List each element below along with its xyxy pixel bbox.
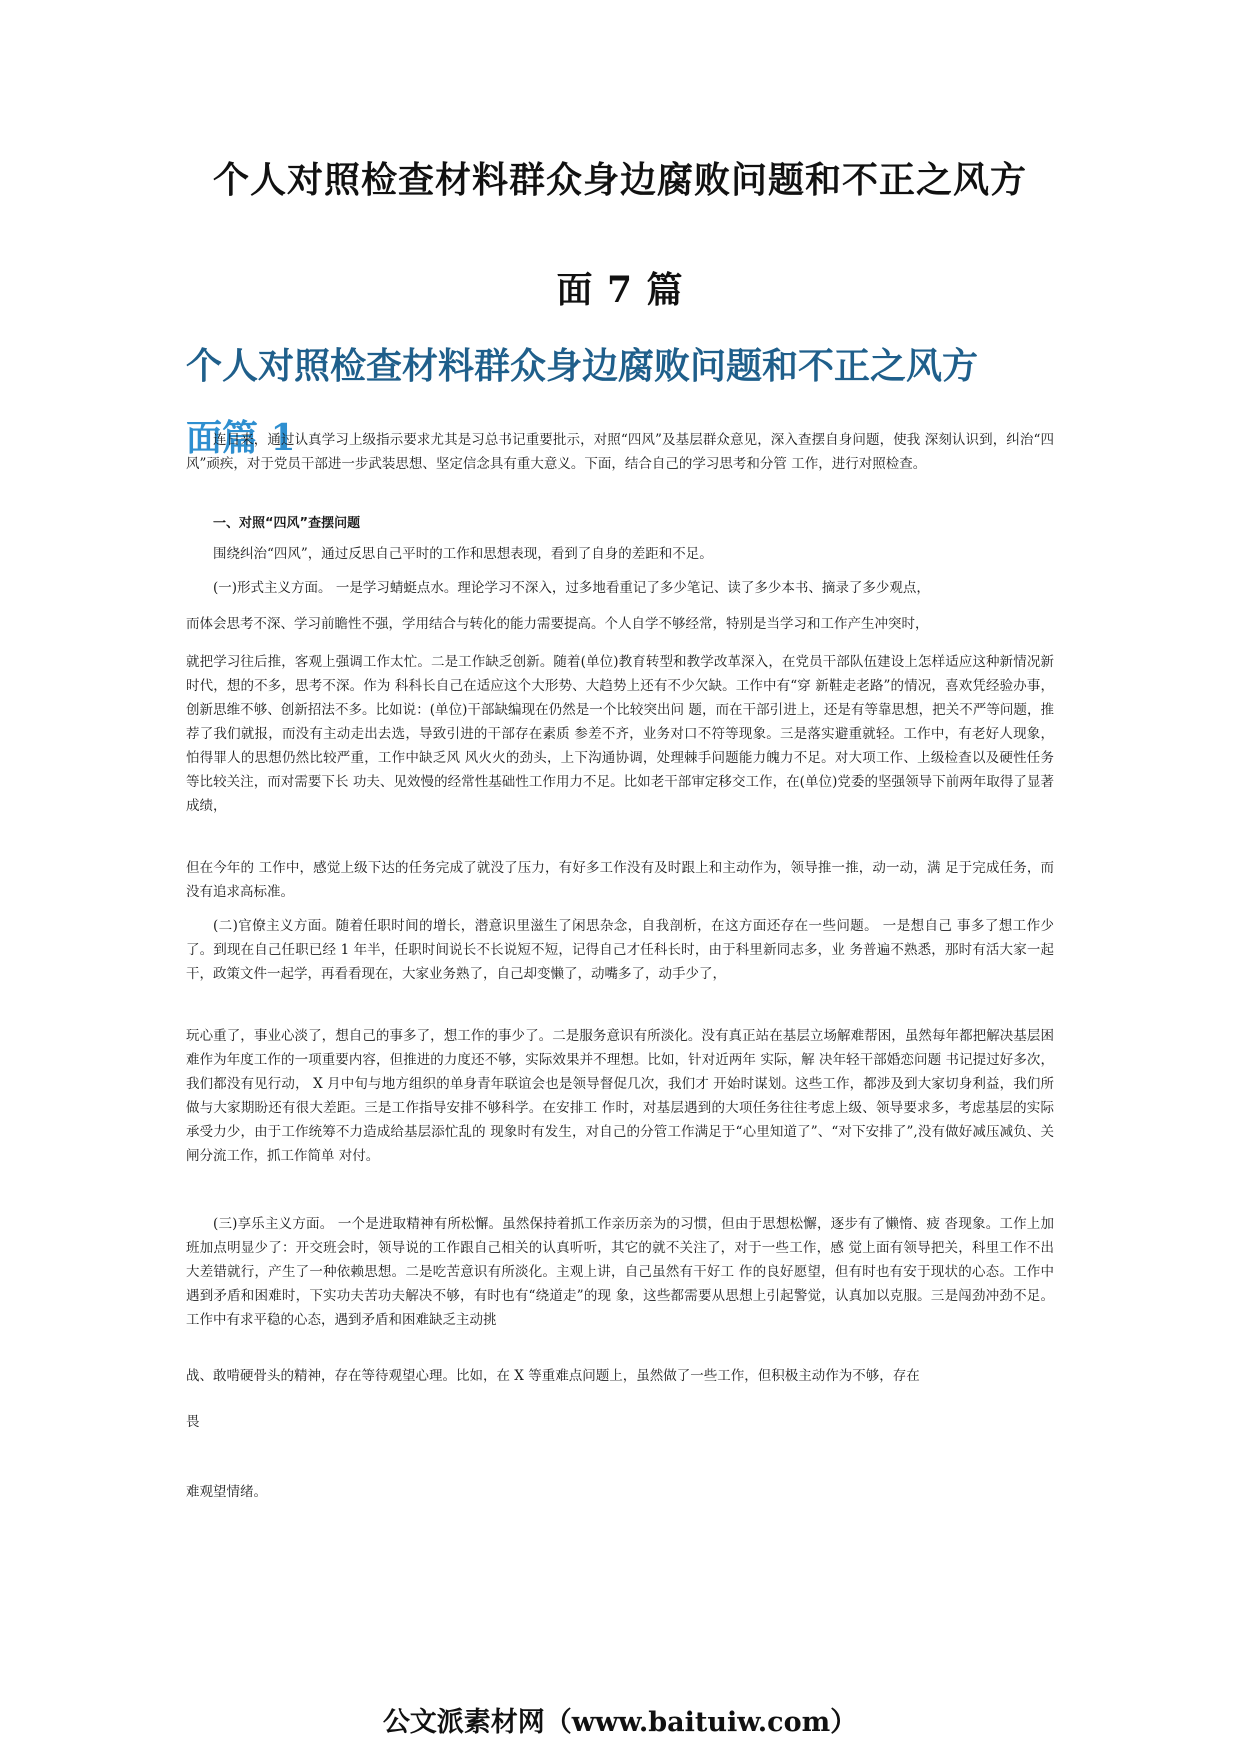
paragraph-2-block: (二)官僚主义方面。随着任职时间的增长，潜意识里滋生了闲思杂念，自我剖析，在这方面还存在一些问题。 一是想自己 事多了想工作少了。到现在自己任职已经 1 年半，任职时间说长不长说短不短，记得自己才任科长时，由于科里新同志多，业 务普遍不熟悉，那时有活大家一起干，政策文件一起学，再看看现在，大家业务熟了，自己却变懒了，动嘴多了，动手少了， <box>186 918 1054 982</box>
paragraph-3-line-2: 战、敢啃硬骨头的精神，存在等待观望心理。比如，在 X 等重难点问题上，虽然做了一些工作，但积极主动作为不够，存在 <box>186 1368 920 1384</box>
paragraph-1-block: 就把学习往后推，客观上强调工作太忙。二是工作缺乏创新。随着(单位)教育转型和教学改革深入，在党员干部队伍建设上怎样适应这种新情况新时代，想的不多，思考不深。作为 科科长自己在适应这个大形势、大趋势上还有不少欠缺。工作中有“穿 新鞋走老路”的情况，喜欢凭经验办事，创新思维不够、创新招法不多。比如说：(单位)干部缺编现在仍然是一个比较突出问 题，而在干部引进上，还是有等靠思想，把关不严等问题，推荐了我们就报，而没有主动走出去选，导致引进的干部存在素质 参差不齐，业务对口不符等现象。三是落实避重就轻。工作中，有老好人现象，怕得罪人的思想仍然比较严重，工作中缺乏风 风火火的劲头，上下沟通协调，处理棘手问题能力魄力不足。对大项工作、上级检查以及硬性任务等比较关注，而对需要下长 功夫、见效慢的经常性基础性工作用力不足。比如老干部审定移交工作，在(单位)党委的坚强领导下前两年取得了显著成绩， <box>186 654 1054 814</box>
document-title-line-2: 面 7 篇 <box>556 269 684 311</box>
paragraph-1-line-1: (一)形式主义方面。 一是学习蜻蜓点水。理论学习不深入，过多地看重记了多少笔记、读了多少本书、摘录了多少观点， <box>213 580 930 596</box>
footer-watermark-text: 公文派素材网（www.baituiw.com） <box>382 1707 858 1738</box>
section-title-line-1: 个人对照检查材料群众身边腐败问题和不正之风方 <box>186 345 979 387</box>
intro-paragraph: 连日来，通过认真学习上级指示要求尤其是习总书记重要批示，对照“四风”及基层群众意见，深入查摆自身问题，使我 深刻认识到，纠治“四风”顽疾，对于党员干部进一步武装思想、坚定信念具有重大意义。下面，结合自己的学习思考和分管 工作，进行对照检查。 <box>186 432 1054 472</box>
paragraph-3-line-4: 难观望情绪。 <box>186 1484 267 1500</box>
paragraph-3-line-3: 畏 <box>186 1414 200 1430</box>
paragraph-3-block: (三)享乐主义方面。 一个是进取精神有所松懈。虽然保持着抓工作亲历亲为的习惯，但由于思想松懈，逐步有了懒惰、疲 沓现象。工作上加班加点明显少了：开交班会时，领导说的工作跟自己相关的认真听听，其它的就不关注了，对于一些工作，感 觉上面有领导把关，科里工作不出大差错就行，产生了一种依赖思想。二是吃苦意识有所淡化。主观上讲，自己虽然有干好工 作的良好愿望，但有时也有安于现状的心态。工作中遇到矛盾和困难时，下实功夫苦功夫解决不够，有时也有“绕道走”的现 象，这些都需要从思想上引起警觉，认真加以克服。三是闯劲冲劲不足。工作中有求平稳的心态，遇到矛盾和困难缺乏主动挑 <box>186 1216 1054 1328</box>
section-title-line-2: 面篇 1 <box>186 417 296 459</box>
paragraph-1-tail: 但在今年的 工作中，感觉上级下达的任务完成了就没了压力，有好多工作没有及时跟上和主动作为，领导推一推，动一动，满 足于完成任务，而没有追求高标准。 <box>186 860 1054 900</box>
section-lead-paragraph: 围绕纠治“四风”，通过反思自己平时的工作和思想表现，看到了自身的差距和不足。 <box>213 546 713 562</box>
paragraph-2-tail: 玩心重了，事业心淡了，想自己的事多了，想工作的事少了。二是服务意识有所淡化。没有真正站在基层立场解难帮困，虽然每年都把解决基层困难作为年度工作的一项重要内容，但推进的力度还不够，实际效果并不理想。比如，针对近两年 实际，解 决年轻干部婚恋问题 书记提过好多次，我们都没有见行动， X 月中旬与地方组织的单身青年联谊会也是领导督促几次，我们才 开始时谋划。这些工作，都涉及到大家切身利益，我们所做与大家期盼还有很大差距。三是工作指导安排不够科学。在安排工 作时，对基层遇到的大项任务往往考虑上级、领导要求多，考虑基层的实际承受力少，由于工作统筹不力造成给基层添忙乱的 现象时有发生，对自己的分管工作满足于“心里知道了”、“对下安排了”,没有做好减压减负、关闸分流工作，抓工作简单 对付。 <box>186 1028 1054 1164</box>
document-title-line-1: 个人对照检查材料群众身边腐败问题和不正之风方 <box>212 159 1027 201</box>
section-heading-1: 一、对照“四风”查摆问题 <box>213 516 361 531</box>
paragraph-1-line-2: 而体会思考不深、学习前瞻性不强，学用结合与转化的能力需要提高。个人自学不够经常，特别是当学习和工作产生冲突时， <box>186 616 929 632</box>
